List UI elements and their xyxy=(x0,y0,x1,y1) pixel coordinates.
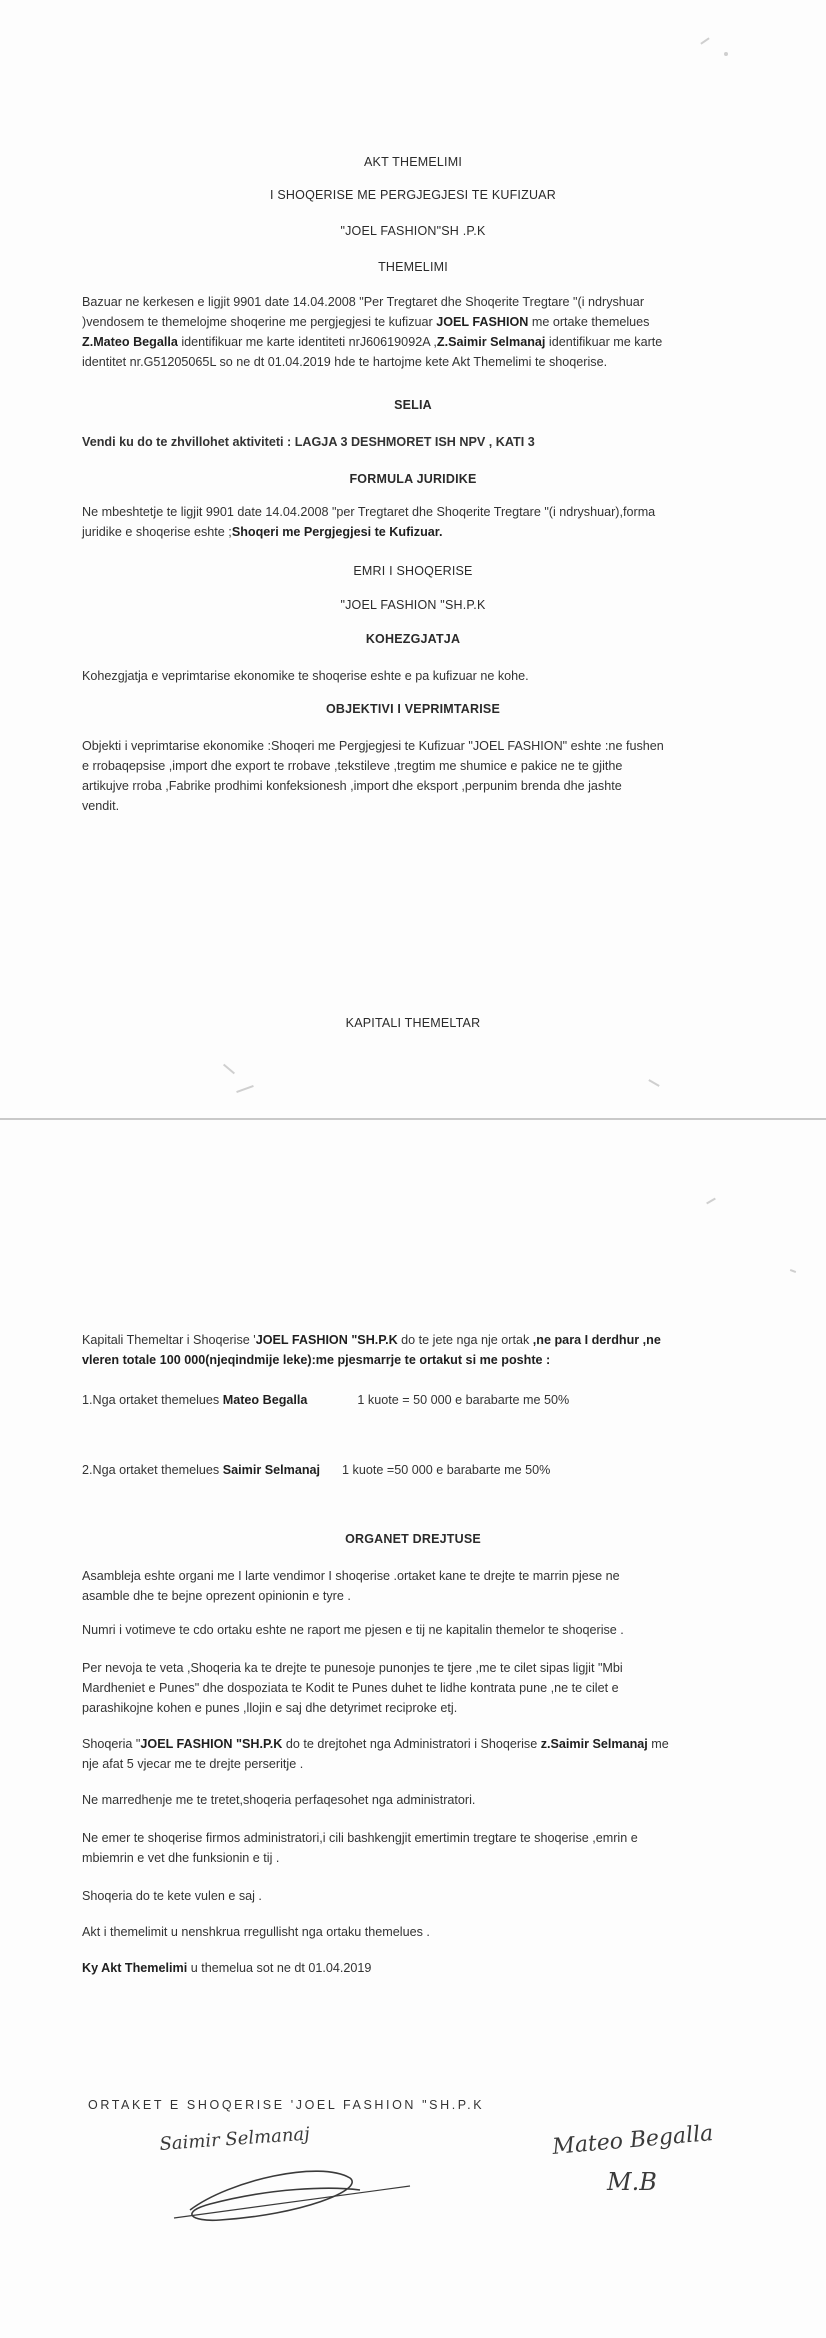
themelimi-text xyxy=(82,292,762,372)
objektivi-text xyxy=(82,736,762,816)
organet-line: Per nevoja te veta ,Shoqeria ka te drejte te punesoje punonjes te tjere ,me te cilet sipas ligjit "Mbi xyxy=(82,1661,623,1675)
formula-heading: FORMULA JURIDIKE xyxy=(349,472,477,486)
kapitali-line-bold: vleren totale 100 000(njeqindmije leke):me pjesmarrje te ortakut si me poshte : xyxy=(82,1353,551,1367)
objektivi-line: Objekti i veprimtarise ekonomike :Shoqeri me Pergjegjesi te Kufizuar "JOEL FASHION" eshte :ne fushen xyxy=(82,739,664,753)
formula-line: Ne mbeshtetje te ligjit 9901 date 14.04.2008 "per Tregtaret dhe Shoqerite Tregtare "(i ndryshuar),forma xyxy=(82,505,656,519)
themelimi-line: identifikuar me karte xyxy=(545,335,663,349)
emri-heading: EMRI I SHOQERISE xyxy=(353,564,473,578)
signatures-label: ORTAKET E SHOQERISE 'JOEL FASHION "SH.P.K xyxy=(88,2098,485,2112)
objektivi-line: artikujve rroba ,Fabrike prodhimi konfeksionesh ,import dhe eksport ,perpunim brenda dhe jashte xyxy=(82,779,622,793)
objektivi-heading: OBJEKTIVI I VEPRIMTARISE xyxy=(325,702,501,716)
founder-name-2: Z.Saimir Selmanaj xyxy=(436,335,546,349)
signature-initials: M.B xyxy=(607,2168,657,2196)
themelimi-heading: THEMELIMI xyxy=(378,260,448,274)
kapitali-item-share: 1 kuote =50 000 e barabarte me 50% xyxy=(342,1463,551,1477)
kapitali-heading: KAPITALI THEMELTAR xyxy=(345,1016,481,1030)
objektivi-line: e rrobaqepsise ,import dhe export te rrobave ,tekstileve ,tregtim me shumice e pakice ne te gjithe xyxy=(82,759,623,773)
kapitali-line: do te jete nga nje ortak xyxy=(397,1333,533,1347)
organet-line: do te drejtohet nga Administratori i Shoqerise xyxy=(282,1737,541,1751)
organet-paragraph xyxy=(82,1620,762,1640)
organet-line: Asambleja eshte organi me I larte vendimor I shoqerise .ortaket kane te drejte te marrin pjese ne xyxy=(82,1569,620,1583)
closing-bold: Ky Akt Themelimi xyxy=(82,1961,188,1975)
organet-paragraph xyxy=(82,1734,762,1774)
organet-line: Mardheniet e Punes" dhe dospoziata te Kodit te Punes duhet te lidhe kontrata pune ,ne te cilet e xyxy=(82,1681,619,1695)
kohezgjatja-text: Kohezgjatja e veprimtarise ekonomike te shoqerise eshte e pa kufizuar ne kohe. xyxy=(82,669,529,683)
company-name-bold: JOEL FASHION "SH.P.K xyxy=(255,1333,398,1347)
organet-line: Numri i votimeve te cdo ortaku eshte ne raport me pjesen e tij ne kapitalin themelor te shoqerise . xyxy=(82,1623,624,1637)
signature-mateo-begalla xyxy=(545,2120,785,2220)
organet-line: mbiemrin e vet dhe funksionin e tij . xyxy=(82,1851,280,1865)
organet-paragraph xyxy=(82,1566,762,1606)
document-subtitle: I SHOQERISE ME PERGJEGJESI TE KUFIZUAR xyxy=(270,188,556,202)
kapitali-item-name: Mateo Begalla xyxy=(222,1393,308,1407)
organet-heading: ORGANET DREJTUSE xyxy=(345,1532,481,1546)
kapitali-item-name: Saimir Selmanaj xyxy=(222,1463,321,1477)
organet-line: Akt i themelimit u nenshkrua rregullisht nga ortaku themelues . xyxy=(82,1925,430,1939)
organet-line: Ne emer te shoqerise firmos administratori,i cili bashkengjit emertimin tregtare te shoqerise ,emrin e xyxy=(82,1831,638,1845)
organet-paragraph xyxy=(82,1886,762,1906)
kohezgjatja-heading: KOHEZGJATJA xyxy=(365,632,461,646)
selia-heading: SELIA xyxy=(394,398,432,412)
organet-paragraph xyxy=(82,1828,762,1868)
selia-text: Vendi ku do te zhvillohet aktiviteti : LAGJA 3 DESHMORET ISH NPV , KATI 3 xyxy=(82,435,535,449)
themelimi-line: identitet nr.G51205065L so ne dt 01.04.2019 hde te hartojme kete Akt Themelimi te shoqerise. xyxy=(82,355,608,369)
formula-line: juridike e shoqerise eshte ; xyxy=(82,525,232,539)
organet-paragraph xyxy=(82,1658,762,1718)
signature-saimir-selmanaj xyxy=(150,2120,440,2230)
organet-line: nje afat 5 vjecar me te drejte perseritje . xyxy=(82,1757,304,1771)
organet-line: parashikojne kohen e punes ,llojin e saj dhe detyrimet reciproke etj. xyxy=(82,1701,458,1715)
themelimi-line: identifikuar me karte identiteti nrJ60619092A , xyxy=(177,335,437,349)
formula-text xyxy=(82,502,762,542)
company-name-bold: JOEL FASHION "SH.P.K xyxy=(140,1737,283,1751)
organet-paragraph xyxy=(82,1922,762,1942)
objektivi-line: vendit. xyxy=(82,799,120,813)
kapitali-line-bold: ,ne para I derdhur ,ne xyxy=(532,1333,661,1347)
document-title: AKT THEMELIMI xyxy=(364,155,462,169)
themelimi-line: me ortake themelues xyxy=(528,315,650,329)
themelimi-line: Bazuar ne kerkesen e ligjit 9901 date 14.04.2008 "Per Tregtaret dhe Shoqerite Tregtare "(i ndryshuar xyxy=(82,295,645,309)
organet-line: me xyxy=(647,1737,669,1751)
emri-text: "JOEL FASHION "SH.P.K xyxy=(340,598,486,612)
organet-paragraph xyxy=(82,1790,762,1810)
kapitali-item-prefix: 2.Nga ortaket themelues xyxy=(82,1463,223,1477)
signature-left-text: Saimir Selmanaj xyxy=(158,2123,311,2155)
scan-speck xyxy=(724,52,728,56)
organet-line: Shoqeria " xyxy=(82,1737,141,1751)
kapitali-item-2 xyxy=(82,1460,762,1480)
company-line: "JOEL FASHION"SH .P.K xyxy=(340,224,486,238)
signature-right-text: Mateo Begalla xyxy=(551,2121,715,2160)
organet-line: Shoqeria do te kete vulen e saj . xyxy=(82,1889,262,1903)
legal-form-bold: Shoqeri me Pergjegjesi te Kufizuar. xyxy=(231,525,443,539)
administrator-name: z.Saimir Selmanaj xyxy=(540,1737,648,1751)
company-name-bold: JOEL FASHION xyxy=(436,315,529,329)
kapitali-item-share: 1 kuote = 50 000 e barabarte me 50% xyxy=(357,1393,570,1407)
organet-line: asamble dhe te bejne oprezent opinionin e tyre . xyxy=(82,1589,351,1603)
kapitali-text xyxy=(82,1330,762,1370)
organet-line: Ne marredhenje me te tretet,shoqeria perfaqesohet nga administratori. xyxy=(82,1793,476,1807)
organet-line: u themelua sot ne dt 01.04.2019 xyxy=(187,1961,372,1975)
kapitali-item-1 xyxy=(82,1390,762,1410)
organet-paragraph xyxy=(82,1958,762,1978)
founder-name-1: Z.Mateo Begalla xyxy=(82,335,178,349)
kapitali-item-prefix: 1.Nga ortaket themelues xyxy=(82,1393,223,1407)
themelimi-line: )vendosem te themelojme shoqerine me pergjegjesi te kufizuar xyxy=(82,315,437,329)
kapitali-line: Kapitali Themeltar i Shoqerise ' xyxy=(82,1333,256,1347)
signature-underline xyxy=(174,2186,410,2218)
